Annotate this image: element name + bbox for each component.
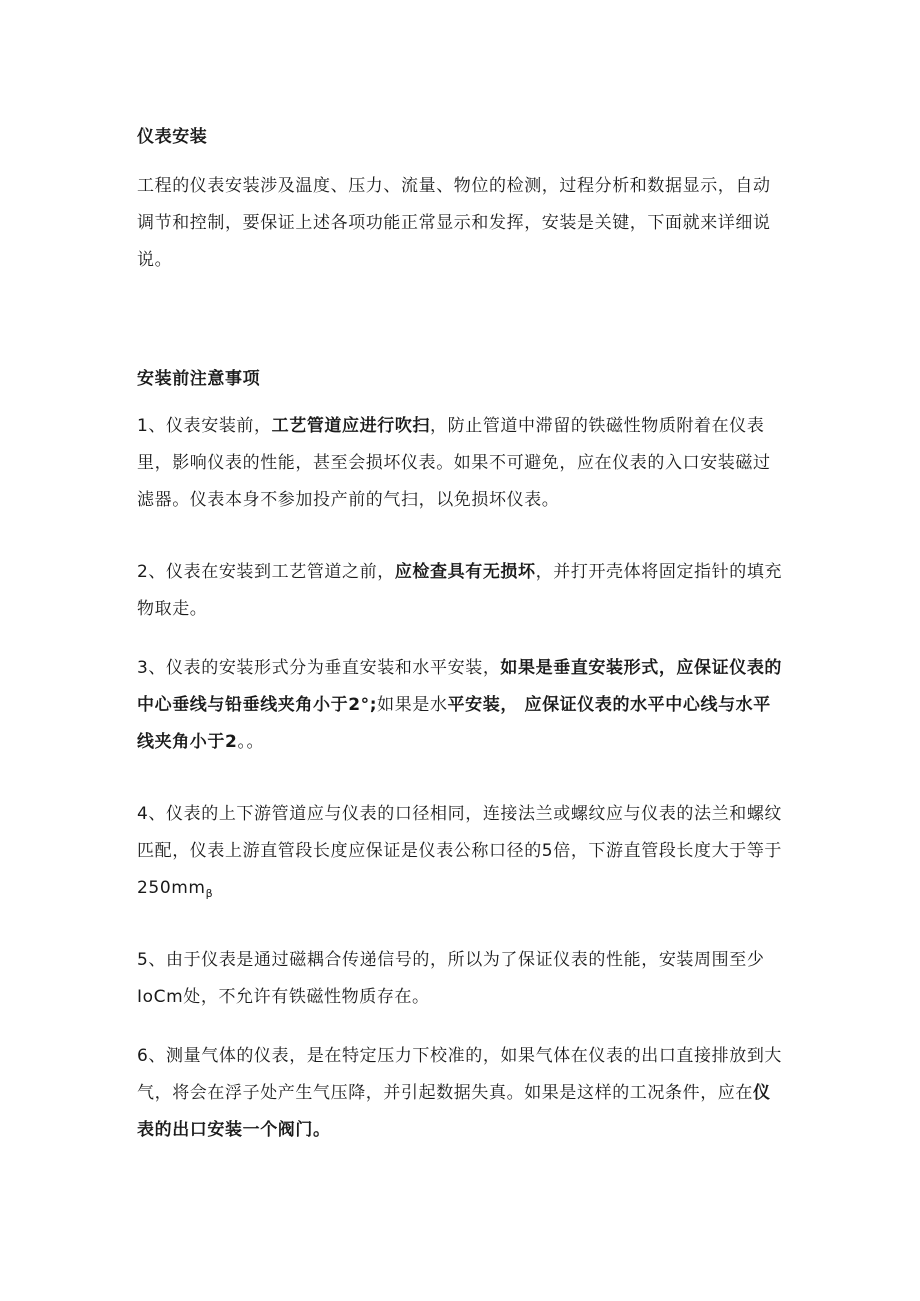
item-1-text-a: 1、仪表安装前，	[137, 416, 272, 436]
item-1-emphasis: 工艺管道应进行吹扫	[271, 416, 431, 436]
item-2-text-a: 2、仪表在安装到工艺管道之前，	[137, 562, 395, 582]
intro-paragraph: 工程的仪表安装涉及温度、压力、流量、物位的检测，过程分析和数据显示，自动调节和控制，要保证上述各项功能正常显示和发挥，安装是关键，下面就来详细说说。	[137, 176, 771, 270]
section-title-installation: 仪表安装	[137, 127, 208, 147]
item-6-text: 6、测量气体的仪表，是在特定压力下校准的，如果气体在仪表的出口直接排放到大气，将会在浮子处产生气压降，并引起数据失真。如果是这样的工况条件，应在	[137, 1046, 783, 1103]
precaution-item-4	[137, 796, 787, 912]
precaution-item-6	[137, 1038, 787, 1149]
item-6-emphasis: 仪表的出口安装一个阀门。	[137, 1083, 771, 1140]
precaution-item-5: 5、由于仪表是通过磁耦合传递信号的，所以为了保证仪表的性能，安装周围至少IoCm处，不允许有铁磁性物质存在。	[137, 950, 765, 1007]
precaution-item-3	[137, 650, 787, 761]
item-3-text-b: 如果是水	[377, 695, 448, 715]
item-3-text-a: 3、仪表的安装形式分为垂直安装和水平安装，	[137, 658, 501, 678]
item-4-text: 4、仪表的上下游管道应与仪表的口径相同，连接法兰或螺纹应与仪表的法兰和螺纹匹配，仪表上游直管段长度应保证是仪表公称口径的5倍，下游直管段长度大于等于250mm	[137, 804, 783, 898]
precaution-item-2	[137, 554, 787, 628]
item-2-emphasis: 应检查具有无损坏	[394, 562, 536, 582]
item-2-text-b: ，并打开壳体将固定指针的填充物取走。	[137, 562, 783, 619]
section-title-precautions: 安装前注意事项	[137, 369, 261, 389]
item-3-emphasis-b: 平安装， 应保证仪表的水平中心线与水平线夹角小于2	[137, 695, 771, 752]
precaution-item-1	[137, 408, 787, 519]
item-4-subscript: β	[205, 887, 214, 900]
item-3-emphasis-a: 如果是垂直安装形式，应保证仪表的中心垂线与铅垂线夹角小于2°;	[137, 658, 783, 715]
item-1-text-b: ，防止管道中滞留的铁磁性物质附着在仪表里，影响仪表的性能，甚至会损坏仪表。如果不可避免，应在仪表的入口安装磁过滤器。仪表本身不参加投产前的气扫，以免损坏仪表。	[137, 416, 771, 510]
item-3-text-c: 。。	[237, 732, 265, 752]
